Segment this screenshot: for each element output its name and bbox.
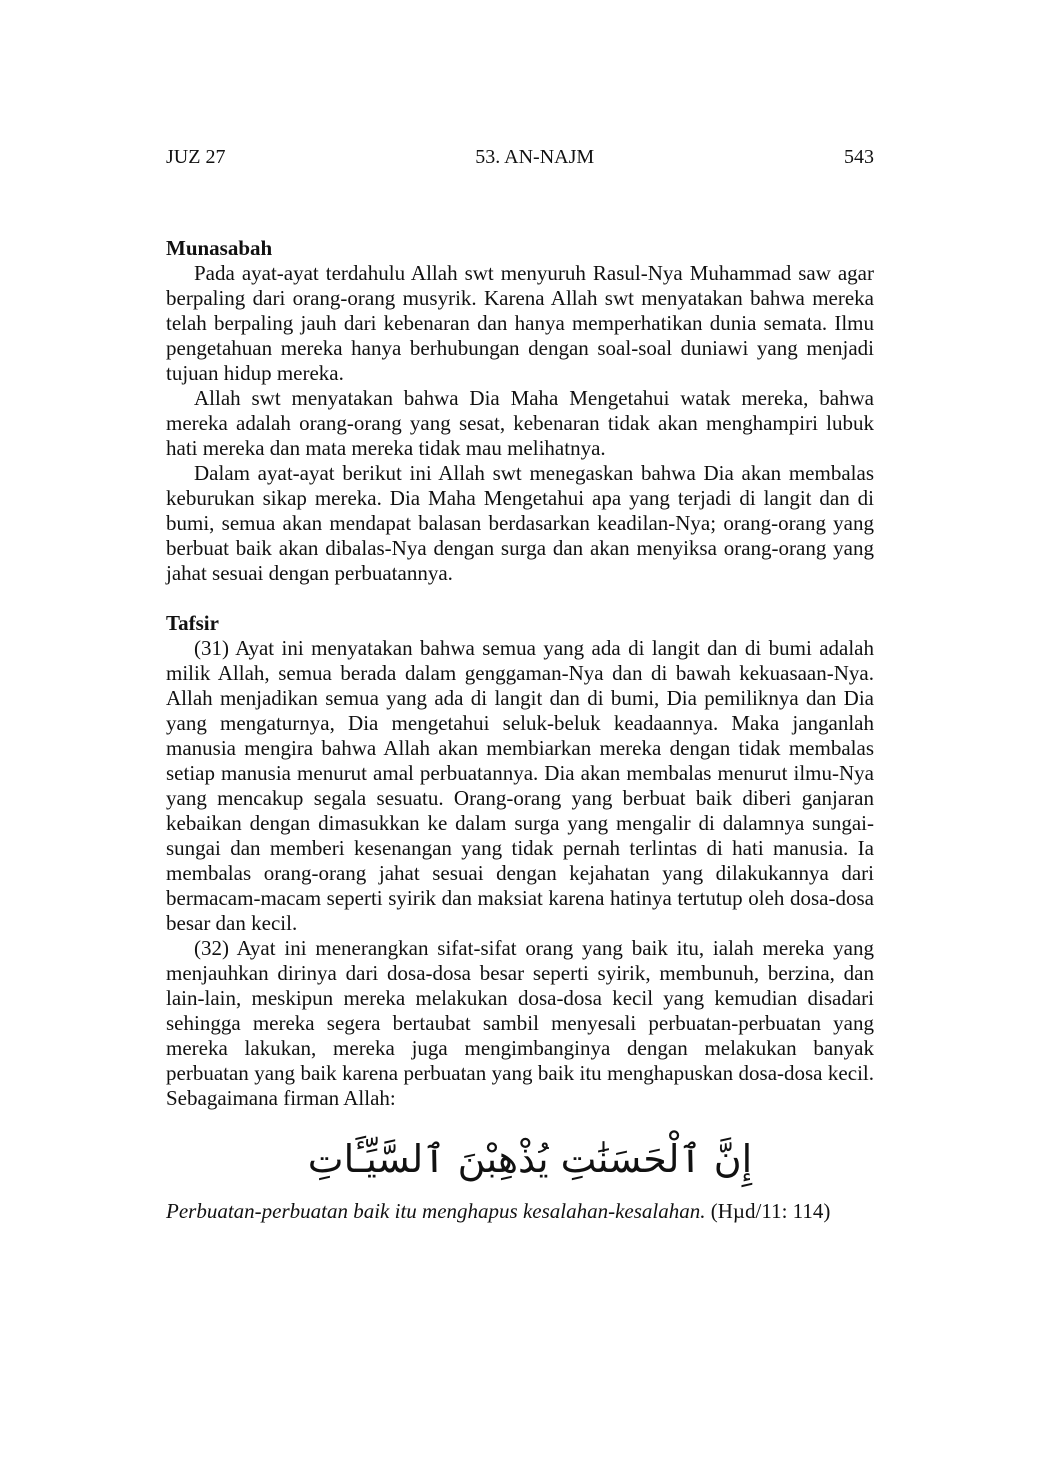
munasabah-paragraph-2: Allah swt menyatakan bahwa Dia Maha Mengetahui watak mereka, bahwa mereka adalah orang-orang yang sesat, kebenaran tidak akan menghampiri lubuk hati mereka dan mata mereka tidak mau melihatnya. <box>166 386 874 460</box>
arabic-verse: إِنَّ ٱلْحَسَنَٰتِ يُذْهِبْنَ ٱلسَّيِّـَٔاتِ <box>307 1137 753 1181</box>
book-page <box>166 144 874 1224</box>
running-header <box>166 144 874 170</box>
page-number: 543 <box>843 146 874 168</box>
munasabah-heading: Munasabah <box>166 236 273 260</box>
munasabah-paragraph-3: Dalam ayat-ayat berikut ini Allah swt menegaskan bahwa Dia akan membalas keburukan sikap mereka. Dia Maha Mengetahui apa yang terjadi di langit dan di bumi, semua akan mendapat balasan berdasarkan keadilan-Nya; orang-orang yang berbuat baik akan dibalas-Nya dengan surga dan akan menyiksa orang-orang yang jahat sesuai dengan perbuatannya. <box>166 461 874 585</box>
tafsir-paragraph-31: (31) Ayat ini menyatakan bahwa semua yang ada di langit dan di bumi adalah milik Allah, semua berada dalam genggaman-Nya dan di bawah kekuasaan-Nya. Allah menjadikan semua yang ada di langit dan di bumi, Dia pemiliknya dan Dia yang mengaturnya, Dia mengetahui seluk-beluk keadaannya. Maka janganlah manusia mengira bahwa Allah akan membiarkan mereka dengan tidak membalas setiap manusia menurut amal perbuatannya. Dia akan membalas menurut ilmu-Nya yang mencakup segala sesuatu. Orang-orang yang berbuat baik diberi ganjaran kebaikan dengan dimasukkan ke dalam surga yang mengalir di dalamnya sungai-sungai dan memberi kesenangan yang tidak pernah terlintas di hati manusia. Ia membalas orang-orang jahat sesuai dengan kejahatan yang dilakukannya dari bermacam-macam seperti syirik dan maksiat karena hatinya tertutup oleh dosa-dosa besar dan kecil. <box>166 636 874 935</box>
munasabah-paragraph-1: Pada ayat-ayat terdahulu Allah swt menyuruh Rasul-Nya Muhammad saw agar berpaling dari orang-orang musyrik. Karena Allah swt menyatakan bahwa mereka telah berpaling jauh dari kebenaran dan hanya memperhatikan dunia semata. Ilmu pengetahuan mereka hanya berhubungan dengan soal-soal duniawi yang menjadi tujuan hidup mereka. <box>166 261 874 385</box>
surah-title: 53. AN-NAJM <box>475 146 595 168</box>
verse-reference: (Hµd/11: 114) <box>710 1199 831 1223</box>
verse-translation: Perbuatan-perbuatan baik itu menghapus kesalahan-kesalahan. <box>166 1199 706 1223</box>
tafsir-paragraph-32: (32) Ayat ini menerangkan sifat-sifat orang yang baik itu, ialah mereka yang menjauhkan dirinya dari dosa-dosa besar seperti syirik, membunuh, berzina, dan lain-lain, meskipun mereka melakukan dosa-dosa kecil yang kemudian disadari sehingga mereka segera bertaubat sambil menyesali perbuatan-perbuatan yang mereka lakukan, mereka juga mengimbanginya dengan melakukan banyak perbuatan yang baik karena perbuatan yang baik itu menghapuskan dosa-dosa kecil. Sebagaimana firman Allah: <box>166 936 874 1110</box>
verse-translation-block <box>166 1199 874 1224</box>
tafsir-heading: Tafsir <box>166 611 219 635</box>
juz-label: JUZ 27 <box>166 146 226 168</box>
